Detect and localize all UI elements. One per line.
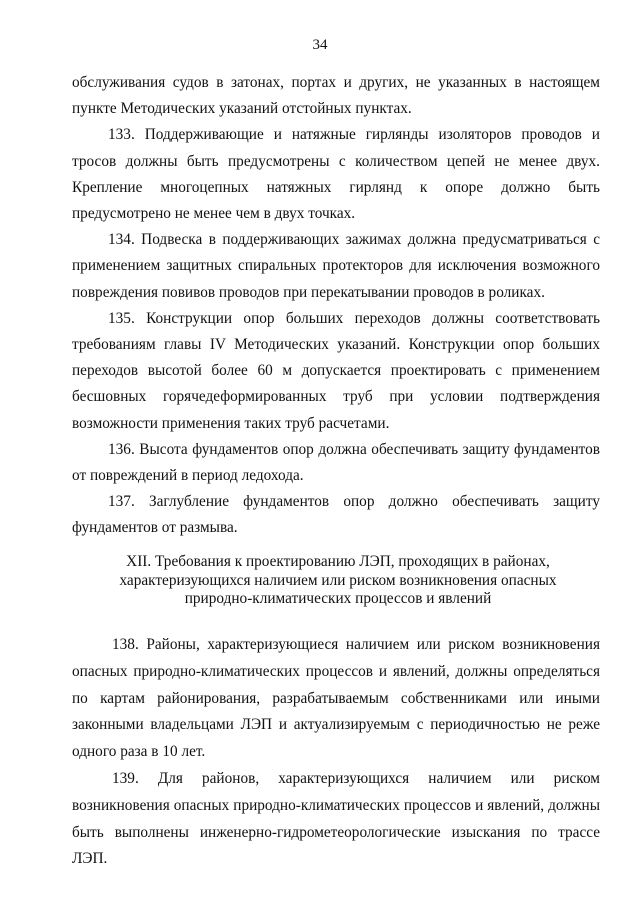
paragraph-139: 139. Для районов, характеризующихся наличием или риском возникновения опасных природно-климатических процессов и явлений, должны быть выполнены инженерно-гидрометеорологические изыскания по трассе ЛЭП.	[72, 769, 600, 868]
page-number: 34	[312, 37, 328, 53]
paragraph-135: 135. Конструкции опор больших переходов должны соответствовать требованиям главы IV Методических указаний. Конструкции опор больших переходов высотой более 60 м допускается проектировать с применением бесшовных горячедеформированных труб при условии подтверждения возможности применения таких труб расчетами.	[72, 309, 600, 432]
body-text-top	[72, 70, 600, 542]
paragraph-continuation: обслуживания судов в затонах, портах и других, не указанных в настоящем пункте Методических указаний отстойных пунктах.	[72, 74, 600, 118]
paragraph-133: 133. Поддерживающие и натяжные гирлянды изоляторов проводов и тросов должны быть предусмотрены с количеством цепей не менее двух. Крепление многоцепных натяжных гирлянд к опоре должно быть предусмотрено не менее чем в двух точках.	[72, 126, 600, 223]
section-heading: XII. Требования к проектированию ЛЭП, проходящих в районах, характеризующихся наличием или риском возникновения опасных природно-климатических процессов и явлений	[119, 553, 557, 607]
paragraph-138: 138. Районы, характеризующиеся наличием или риском возникновения опасных природно-климатических процессов и явлений, должны определяться по картам районирования, разрабатываемым собственниками или иными законными владельцами ЛЭП и актуализируемым с периодичностью не реже одного раза в 10 лет.	[72, 636, 600, 761]
paragraph-137: 137. Заглубление фундаментов опор должно обеспечивать защиту фундаментов от размыва.	[72, 493, 600, 537]
body-text-bottom	[72, 632, 600, 873]
paragraph-134: 134. Подвеска в поддерживающих зажимах должна предусматриваться с применением защитных спиральных протекторов для исключения возможного повреждения повивов проводов при перекатывании проводов в роликах.	[72, 231, 600, 301]
paragraph-136: 136. Высота фундаментов опор должна обеспечивать защиту фундаментов от повреждений в период ледохода.	[72, 440, 600, 485]
